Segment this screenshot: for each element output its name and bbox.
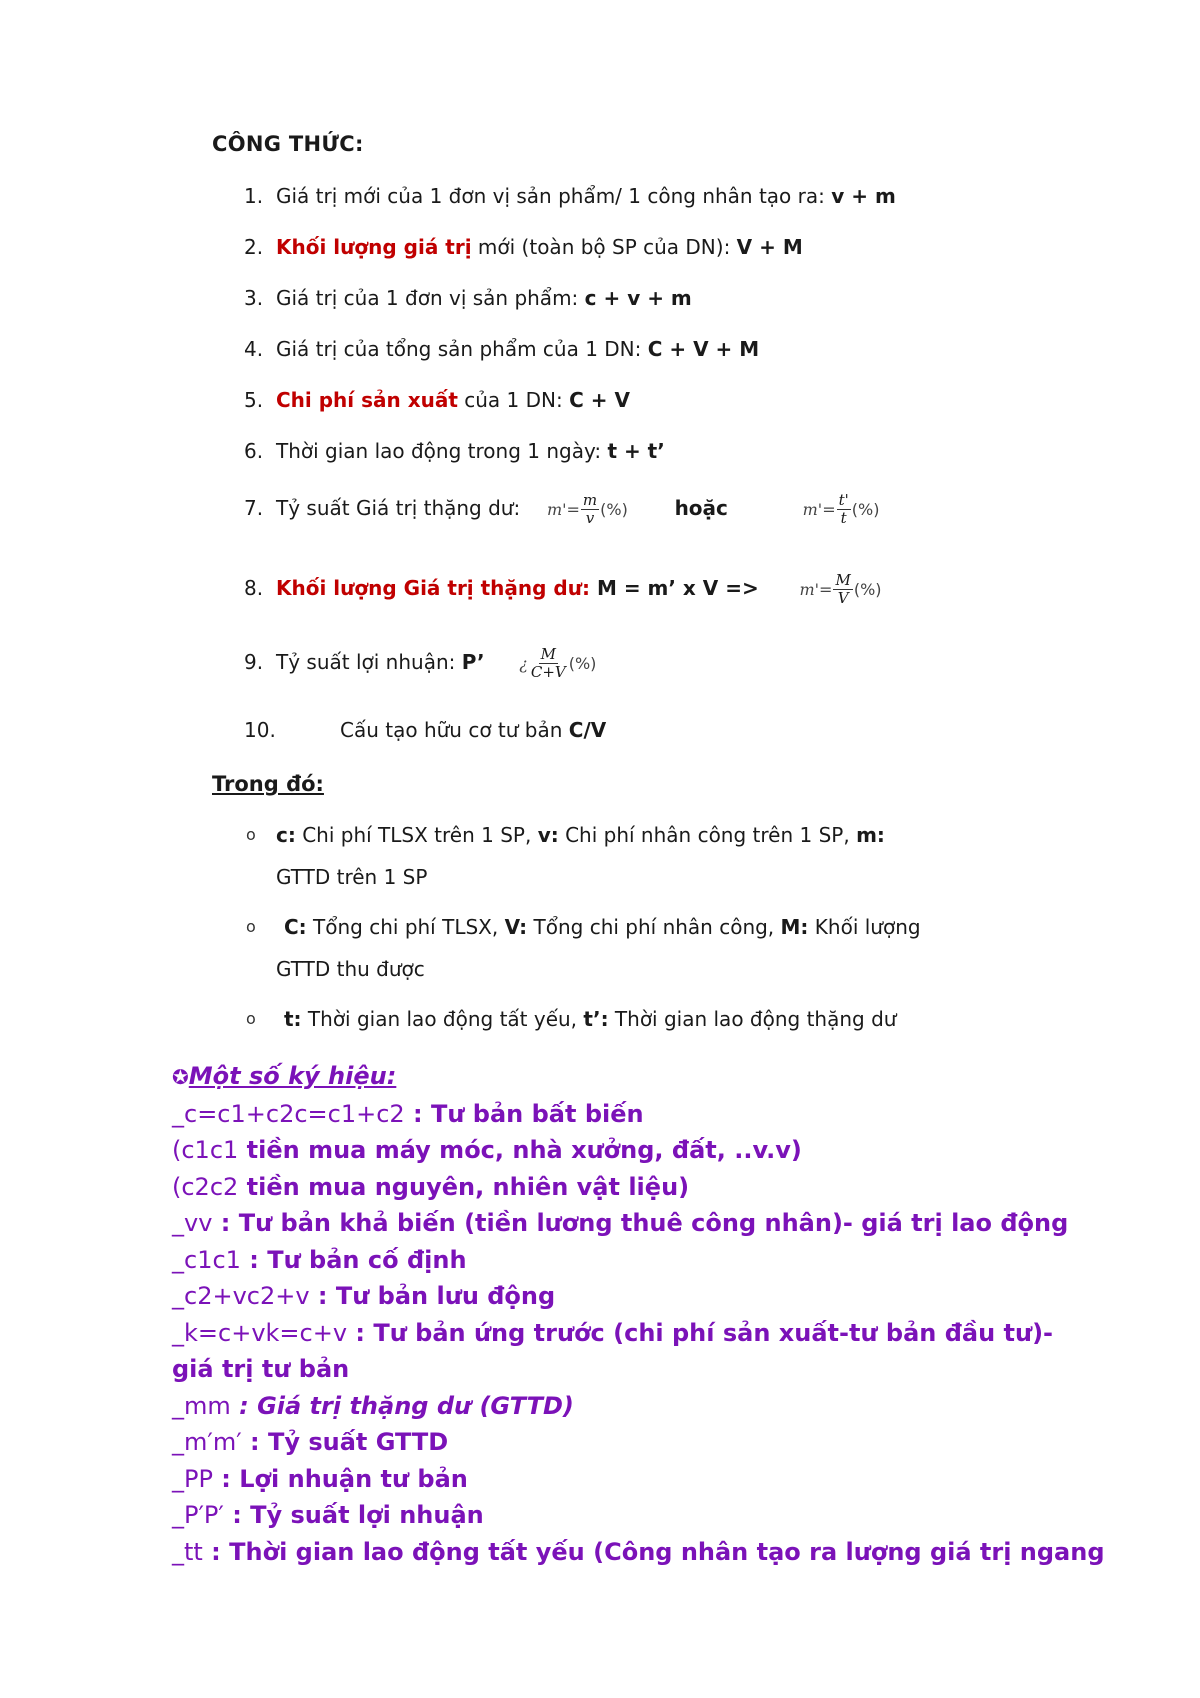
fraction-m-over-v: $\frac{m}{v}$ xyxy=(582,491,598,527)
percent-label: (%) xyxy=(851,500,880,519)
symbol-row: _k=c+vk=c+v : Tư bản ứng trước (chi phí sản xuất-tư bản đầu tư)- xyxy=(172,1318,1054,1347)
formula-expression: v + m xyxy=(831,184,896,208)
formula-8 xyxy=(244,572,882,607)
formula-number: 4. xyxy=(244,337,264,361)
formula-6 xyxy=(244,439,665,463)
symbol-row: _PP : Lợi nhuận tư bản xyxy=(172,1464,468,1493)
definition-text-continued: GTTD thu được xyxy=(276,957,425,981)
symbols-section xyxy=(172,1058,1172,1570)
symbol-row: _vv : Tư bản khả biến (tiền lương thuê công nhân)- giá trị lao động xyxy=(172,1209,1069,1237)
symbol-row: giá trị tư bản xyxy=(172,1355,350,1383)
percent-label: (%) xyxy=(853,580,882,599)
formula-expression: c + v + m xyxy=(584,286,692,310)
formula-text: của 1 DN: xyxy=(457,388,570,412)
percent-label: (%) xyxy=(568,654,597,673)
formula-2 xyxy=(244,235,803,259)
math-prefix: m'= xyxy=(546,500,580,519)
bullet-marker: o xyxy=(246,1009,256,1028)
symbol-row: _tt : Thời gian lao động tất yếu (Công nhân tạo ra lượng giá trị ngang xyxy=(172,1537,1105,1566)
formula-number: 7. xyxy=(244,496,264,520)
where-heading: Trong đó: xyxy=(212,772,324,796)
formula-number: 8. xyxy=(244,576,264,600)
formula-number: 6. xyxy=(244,439,264,463)
formula-3 xyxy=(244,286,692,310)
symbol-row: _c2+vc2+v : Tư bản lưu động xyxy=(172,1282,556,1310)
symbol-row: _c=c1+c2c=c1+c2 : Tư bản bất biến xyxy=(172,1099,644,1128)
formula-text: Giá trị của 1 đơn vị sản phẩm: xyxy=(276,286,585,310)
star-icon: ✪ xyxy=(172,1065,189,1089)
or-label: hoặc xyxy=(674,496,728,520)
formula-7 xyxy=(244,492,879,527)
formula-text: Cấu tạo hữu cơ tư bản xyxy=(340,718,569,742)
page-title: CÔNG THỨC: xyxy=(212,132,364,156)
fraction-M-over-C-plus-V: $\frac{M}{C+V}$ xyxy=(530,645,566,681)
formula-expression: C + V + M xyxy=(647,337,760,361)
formula-9 xyxy=(244,646,596,681)
math-prefix: m'= xyxy=(802,500,836,519)
formula-text: Tỷ suất lợi nhuận: xyxy=(276,650,462,674)
symbol-row: (c1c1 tiền mua máy móc, nhà xưởng, đất, ..v.v) xyxy=(172,1136,802,1164)
formula-number: 3. xyxy=(244,286,264,310)
formula-4 xyxy=(244,337,759,361)
formula-text: Tỷ suất Giá trị thặng dư: xyxy=(276,496,527,520)
symbols-heading: ✪Một số ký hiệu: xyxy=(172,1062,397,1090)
math-lead: ¿ xyxy=(519,654,528,673)
formula-1 xyxy=(244,184,896,208)
formula-number: 5. xyxy=(244,388,264,412)
formula-number: 1. xyxy=(244,184,264,208)
definition-text: C: Tổng chi phí TLSX, V: Tổng chi phí nhân công, M: Khối lượng xyxy=(284,915,921,939)
formula-text: Giá trị của tổng sản phẩm của 1 DN: xyxy=(276,337,648,361)
formula-expression: M = m’ x V => xyxy=(589,576,759,600)
definition-text: t: Thời gian lao động tất yếu, t’: Thời gian lao động thặng dư xyxy=(284,1007,897,1031)
symbol-row: _P′P′ : Tỷ suất lợi nhuận xyxy=(172,1501,484,1529)
formula-number: 10. xyxy=(244,718,276,742)
symbol-row: (c2c2 tiền mua nguyên, nhiên vật liệu) xyxy=(172,1172,690,1201)
symbol-row: _mm : Giá trị thặng dư (GTTD) xyxy=(172,1391,574,1420)
formula-expression: P’ xyxy=(461,650,485,674)
bullet-marker: o xyxy=(246,917,256,936)
formula-expression: C/V xyxy=(568,718,607,742)
fraction-t-prime-over-t: $\frac{t'}{t}$ xyxy=(838,491,849,527)
definition-item xyxy=(246,998,1046,1034)
formula-expression: C + V xyxy=(569,388,630,412)
formula-highlight: Khối lượng Giá trị thặng dư: xyxy=(276,576,590,600)
formula-text: mới (toàn bộ SP của DN): xyxy=(471,235,737,259)
formula-number: 9. xyxy=(244,650,264,674)
formula-text: Thời gian lao động trong 1 ngày: xyxy=(276,439,608,463)
formula-number: 2. xyxy=(244,235,264,259)
formula-expression: t + t’ xyxy=(607,439,665,463)
symbol-row: _c1c1 : Tư bản cố định xyxy=(172,1245,467,1274)
definition-text: c: Chi phí TLSX trên 1 SP, v: Chi phí nhân công trên 1 SP, m: GTTD trên 1 SP xyxy=(276,823,885,889)
formula-highlight: Chi phí sản xuất xyxy=(276,388,458,412)
percent-label: (%) xyxy=(600,500,628,519)
definition-item xyxy=(246,906,1046,990)
formula-highlight: Khối lượng giá trị xyxy=(276,235,472,259)
formula-5 xyxy=(244,388,630,412)
formula-text: Giá trị mới của 1 đơn vị sản phẩm/ 1 công nhân tạo ra: xyxy=(276,184,832,208)
bullet-marker: o xyxy=(246,825,256,844)
fraction-M-over-V: $\frac{M}{V}$ xyxy=(835,571,851,607)
formula-10 xyxy=(244,718,606,742)
formula-expression: V + M xyxy=(736,235,803,259)
math-prefix: m'= xyxy=(799,580,833,599)
definition-item xyxy=(246,814,1046,898)
symbol-row: _m′m′ : Tỷ suất GTTD xyxy=(172,1428,449,1456)
